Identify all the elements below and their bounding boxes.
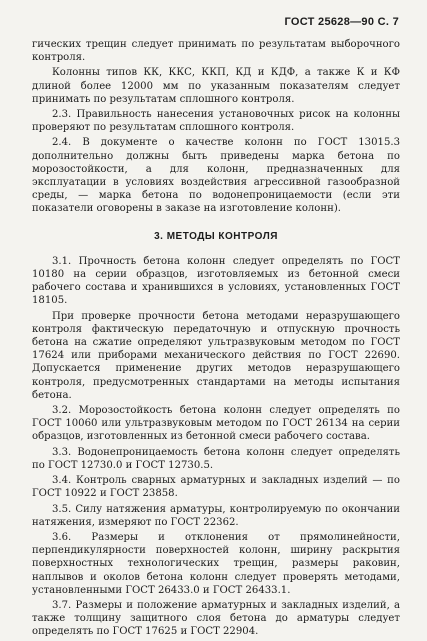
paragraph-3-7: 3.7. Размеры и положение арматурных и закладных изделий, а также толщину защитного слоя бетона до арматуры следует определять по ГОСТ 17625 и ГОСТ 22904.	[32, 599, 400, 638]
page-header: ГОСТ 25628—90 С. 7	[284, 16, 399, 28]
paragraph-column-types: Колонны типов КК, ККС, ККП, КД и КДФ, а также К и КФ длиной более 12000 мм по указанным показателям следует принимать по результатам сплошного контроля.	[32, 67, 400, 105]
section-title: 3. МЕТОДЫ КОНТРОЛЯ	[154, 230, 278, 242]
paragraph-3-3: 3.3. Водонепроницаемость бетона колонн следует определять по ГОСТ 12730.0 и ГОСТ 12730.5.	[32, 446, 400, 471]
paragraph-3-5: 3.5. Силу натяжения арматуры, контролируемую по окончании натяжения, измеряют по ГОСТ 22362.	[32, 503, 400, 528]
paragraph-3-6: 3.6. Размеры и отклонения от прямолинейности, перпендикулярности поверхностей колонн, ширину раскрытия поверхностных технологических трещин, размеры раковин, наплывов и околов бетона колонн следует проверять методами, установленными ГОСТ 26433.0 и ГОСТ 26433.1.	[32, 531, 400, 596]
paragraph-3-1: 3.1. Прочность бетона колонн следует определять по ГОСТ 10180 на серии образцов, изготовляемых из бетонной смеси рабочего состава и хранившихся в условиях, установленных ГОСТ 18105.	[32, 255, 400, 307]
paragraph-nondestructive: При проверке прочности бетона методами неразрушающего контроля фактическую передаточную и отпускную прочность бетона на сжатие определяют ультразвуковым методом по ГОСТ 17624 или приборами механического действия по ГОСТ 22690. Допускается применение других методов неразрушающего контроля, предусмотренных стандартами на методы испытания бетона.	[32, 310, 400, 401]
document-body	[32, 38, 400, 641]
paragraph-3-2: 3.2. Морозостойкость бетона колонн следует определять по ГОСТ 10060 или ультразвуковым методом по ГОСТ 26134 на серии образцов, изготовленных из бетонной смеси рабочего состава.	[32, 405, 400, 443]
paragraph-2-3: 2.3. Правильность нанесения установочных рисок на колонны проверяют по результатам сплошного контроля.	[32, 109, 400, 134]
paragraph-3-4: 3.4. Контроль сварных арматурных и закладных изделий — по ГОСТ 10922 и ГОСТ 23858.	[32, 475, 400, 500]
paragraph-continuation: гических трещин следует принимать по результатам выборочного контроля.	[32, 39, 400, 64]
paragraph-2-4: 2.4. В документе о качестве колонн по ГОСТ 13015.3 дополнительно должны быть приведены марка бетона по морозостойкости, а для колонн, предназначенных для эксплуатации в условиях воздействия агрессивной газообразной среды, — марка бетона по водонепроницаемости (если эти показатели оговорены в заказе на изготовление колонн).	[32, 137, 400, 215]
